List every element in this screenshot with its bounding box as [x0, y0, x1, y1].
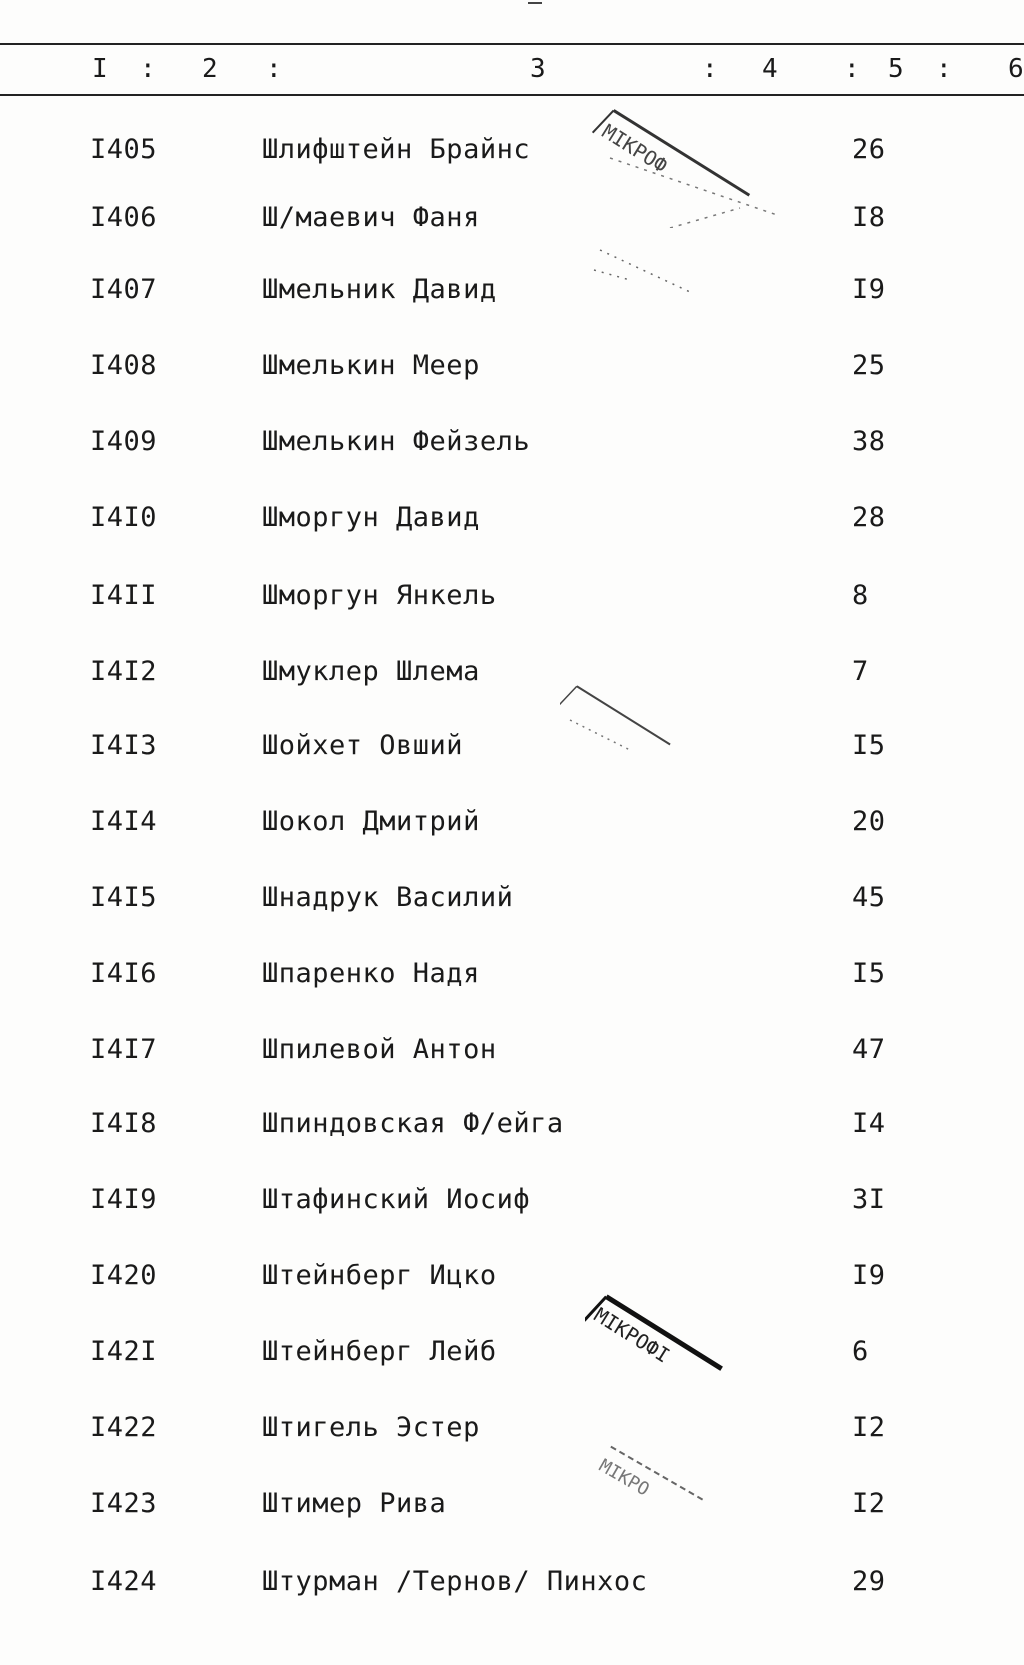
person-name: Шойхет Овший — [262, 730, 464, 761]
record-number: I4I5 — [90, 882, 158, 913]
list-item — [0, 802, 1024, 842]
column-separator: : — [140, 54, 156, 84]
stamp-text: MIKPO — [595, 1455, 653, 1501]
record-value: 47 — [852, 1034, 886, 1065]
list-item — [0, 726, 1024, 766]
record-number: I4I6 — [90, 958, 158, 989]
person-name: Штимер Рива — [262, 1488, 447, 1519]
record-value: 20 — [852, 806, 886, 837]
record-number: I4I3 — [90, 730, 158, 761]
record-value: I9 — [852, 1260, 886, 1291]
person-name: Шмельник Давид — [262, 274, 497, 305]
record-value: I9 — [852, 274, 886, 305]
list-item — [0, 1030, 1024, 1070]
record-value: I2 — [852, 1412, 886, 1443]
person-name: Штейнберг Лейб — [262, 1336, 497, 1367]
column-header-2: 2 — [202, 54, 218, 84]
record-value: 6 — [852, 1336, 869, 1367]
stamp-text: MIKPOФI — [589, 1302, 675, 1368]
record-number: I408 — [90, 350, 158, 381]
header-top-rule — [0, 43, 1024, 45]
list-item — [0, 130, 1024, 170]
record-number: I42I — [90, 1336, 158, 1367]
record-number: I4II — [90, 580, 158, 611]
person-name: Шпиндовская Ф/ейга — [262, 1108, 564, 1139]
record-number: I423 — [90, 1488, 158, 1519]
record-number: I4I9 — [90, 1184, 158, 1215]
record-value: I4 — [852, 1108, 886, 1139]
column-separator: : — [266, 54, 282, 84]
list-item — [0, 954, 1024, 994]
record-number: I4I2 — [90, 656, 158, 687]
record-value: I5 — [852, 958, 886, 989]
list-item — [0, 1256, 1024, 1296]
person-name: Штейнберг Ицко — [262, 1260, 497, 1291]
record-value: 28 — [852, 502, 886, 533]
column-header-4: 4 — [762, 54, 778, 84]
person-name: Шморгун Давид — [262, 502, 480, 533]
list-item — [0, 878, 1024, 918]
list-item — [0, 652, 1024, 692]
person-name: Шмуклер Шлема — [262, 656, 480, 687]
column-header-6: 6 — [1008, 54, 1024, 84]
person-name: Шмелькин Фейзель — [262, 426, 531, 457]
record-number: I4I4 — [90, 806, 158, 837]
list-item — [0, 198, 1024, 238]
record-value: 3I — [852, 1184, 886, 1215]
person-name: Ш/маевич Фаня — [262, 202, 480, 233]
list-item — [0, 1562, 1024, 1602]
record-number: I405 — [90, 134, 158, 165]
record-value: 38 — [852, 426, 886, 457]
list-item — [0, 1484, 1024, 1524]
record-value: 29 — [852, 1566, 886, 1597]
record-value: 8 — [852, 580, 869, 611]
record-number: I4I7 — [90, 1034, 158, 1065]
person-name: Шпаренко Надя — [262, 958, 480, 989]
record-number: I424 — [90, 1566, 158, 1597]
record-value: 45 — [852, 882, 886, 913]
person-name: Штурман /Тернов/ Пинхос — [262, 1566, 648, 1597]
list-item — [0, 498, 1024, 538]
column-header-1: I — [92, 54, 108, 84]
list-item — [0, 422, 1024, 462]
person-name: Шпилевой Антон — [262, 1034, 497, 1065]
record-number: I406 — [90, 202, 158, 233]
column-header-5: 5 — [888, 54, 904, 84]
person-name: Штигель Эстер — [262, 1412, 480, 1443]
record-value: I2 — [852, 1488, 886, 1519]
column-header-3: 3 — [530, 54, 546, 84]
record-number: I407 — [90, 274, 158, 305]
list-item — [0, 346, 1024, 386]
column-separator: : — [936, 54, 952, 84]
list-item — [0, 576, 1024, 616]
person-name: Шлифштейн Брайнс — [262, 134, 531, 165]
list-item — [0, 1408, 1024, 1448]
record-number: I4I0 — [90, 502, 158, 533]
column-separator: : — [844, 54, 860, 84]
list-item — [0, 1180, 1024, 1220]
record-number: I409 — [90, 426, 158, 457]
record-value: 25 — [852, 350, 886, 381]
record-value: I8 — [852, 202, 886, 233]
header-bottom-rule — [0, 94, 1024, 96]
person-name: Шнадрук Василий — [262, 882, 514, 913]
stamp-text: MIKPOФ — [597, 119, 672, 178]
page-number-mark — [528, 0, 542, 4]
record-number: I422 — [90, 1412, 158, 1443]
record-value: I5 — [852, 730, 886, 761]
person-name: Шморгун Янкель — [262, 580, 497, 611]
column-separator: : — [702, 54, 718, 84]
record-number: I4I8 — [90, 1108, 158, 1139]
list-item — [0, 1332, 1024, 1372]
list-item — [0, 1104, 1024, 1144]
person-name: Шокол Дмитрий — [262, 806, 480, 837]
person-name: Шмелькин Меер — [262, 350, 480, 381]
record-value: 26 — [852, 134, 886, 165]
record-value: 7 — [852, 656, 869, 687]
list-item — [0, 270, 1024, 310]
column-header-row — [0, 49, 1024, 89]
record-number: I420 — [90, 1260, 158, 1291]
person-name: Штафинский Иосиф — [262, 1184, 531, 1215]
